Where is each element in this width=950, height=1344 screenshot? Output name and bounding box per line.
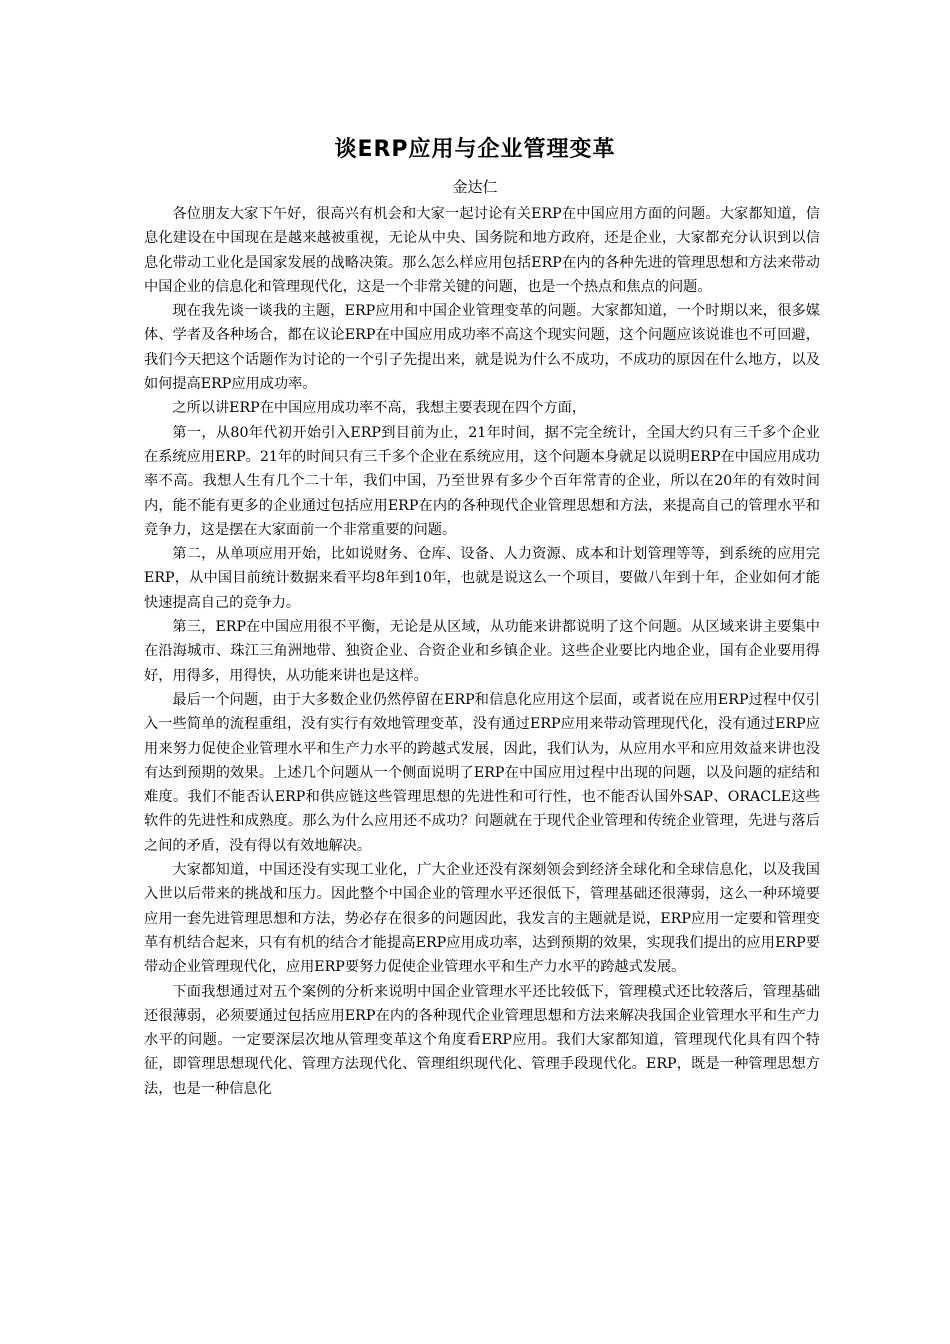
paragraph: 第一，从80年代初开始引入ERP到目前为止，21年时间，据不完全统计，全国大约只有三千多个企业在系统应用ERP。21年的时间只有三千多个企业在系统应用，这个问题本身就足以说明ERP在中国应用成功率不高。我想人生有几个二十年，我们中国，乃至世界有多少个百年常青的企业，所以在20年的有效时间内，能不能有更多的企业通过包括应用ERP在内的各种现代企业管理思想和方法，来提高自己的管理水平和竞争力，这是摆在大家面前一个非常重要的问题。: [144, 424, 820, 538]
paragraph: 第三，ERP在中国应用很不平衡，无论是从区域，从功能来讲都说明了这个问题。从区域来讲主要集中在沿海城市、珠江三角洲地带、独资企业、合资企业和乡镇企业。这些企业要比内地企业，国有企业要用得好，用得多，用得快，从功能来讲也是这样。: [144, 619, 820, 684]
document-body: [144, 202, 820, 1101]
paragraph: 之所以讲ERP在中国应用成功率不高，我想主要表现在四个方面，: [172, 400, 587, 417]
document-title: 谈ERP应用与企业管理变革: [334, 137, 616, 162]
paragraph: 最后一个问题，由于大多数企业仍然停留在ERP和信息化应用这个层面，或者说在应用ERP过程中仅引入一些简单的流程重组，没有实行有效地管理变革，没有通过ERP应用来带动管理现代化，没有通过ERP应用来努力促使企业管理水平和生产力水平的跨越式发展，因此，我们认为，从应用水平和应用效益来讲也没有达到预期的效果。上述几个问题从一个侧面说明了ERP在中国应用过程中出现的问题，以及问题的症结和难度。我们不能否认ERP和供应链这些管理思想的先进性和可行性，也不能否认国外SAP、ORACLE这些软件的先进性和成熟度。那么为什么应用还不成功？问题就在于现代企业管理和传统企业管理，先进与落后之间的矛盾，没有得以有效地解决。: [144, 691, 820, 854]
paragraph: 现在我先谈一谈我的主题，ERP应用和中国企业管理变革的问题。大家都知道，一个时期以来，很多媒体、学者及各种场合，都在议论ERP在中国应用成功率不高这个现实问题，这个问题应该说谁也不可回避，我们今天把这个话题作为讨论的一个引子先提出来，就是说为什么不成功，不成功的原因在什么地方，以及如何提高ERP应用成功率。: [144, 303, 820, 393]
document-author: 金达仁: [452, 178, 498, 196]
paragraph: 大家都知道，中国还没有实现工业化，广大企业还没有深刻领会到经济全球化和全球信息化，以及我国入世以后带来的挑战和压力。因此整个中国企业的管理水平还很低下，管理基础还很薄弱，这么一种环境要应用一套先进管理思想和方法，势必存在很多的问题因此，我发言的主题就是说，ERP应用一定要和管理变革有机结合起来，只有有机的结合才能提高ERP应用成功率，达到预期的效果，实现我们提出的应用ERP要带动企业管理现代化，应用ERP要努力促使企业管理水平和生产力水平的跨越式发展。: [144, 862, 820, 976]
paragraph: 各位朋友大家下午好，很高兴有机会和大家一起讨论有关ERP在中国应用方面的问题。大家都知道，信息化建设在中国现在是越来越被重视，无论从中央、国务院和地方政府，还是企业，大家都充分认识到以信息化带动工业化是国家发展的战略决策。那么怎么样应用包括ERP在内的各种先进的管理思想和方法来带动中国企业的信息化和管理现代化，这是一个非常关键的问题，也是一个热点和焦点的问题。: [144, 206, 820, 295]
paragraph: 下面我想通过对五个案例的分析来说明中国企业管理水平还比较低下，管理模式还比较落后，管理基础还很薄弱，必须要通过包括应用ERP在内的各种现代企业管理思想和方法来解决我国企业管理水平和生产力水平的问题。一定要深层次地从管理变革这个角度看ERP应用。我们大家都知道，管理现代化具有四个特征，即管理思想现代化、管理方法现代化、管理组织现代化、管理手段现代化。ERP，既是一种管理思想方法，也是一种信息化: [144, 983, 820, 1097]
paragraph: 第二，从单项应用开始，比如说财务、仓库、设备、人力资源、成本和计划管理等等，到系统的应用完ERP，从中国目前统计数据来看平均8年到10年，也就是说这么一个项目，要做八年到十年，企业如何才能快速提高自己的竞争力。: [144, 546, 820, 611]
